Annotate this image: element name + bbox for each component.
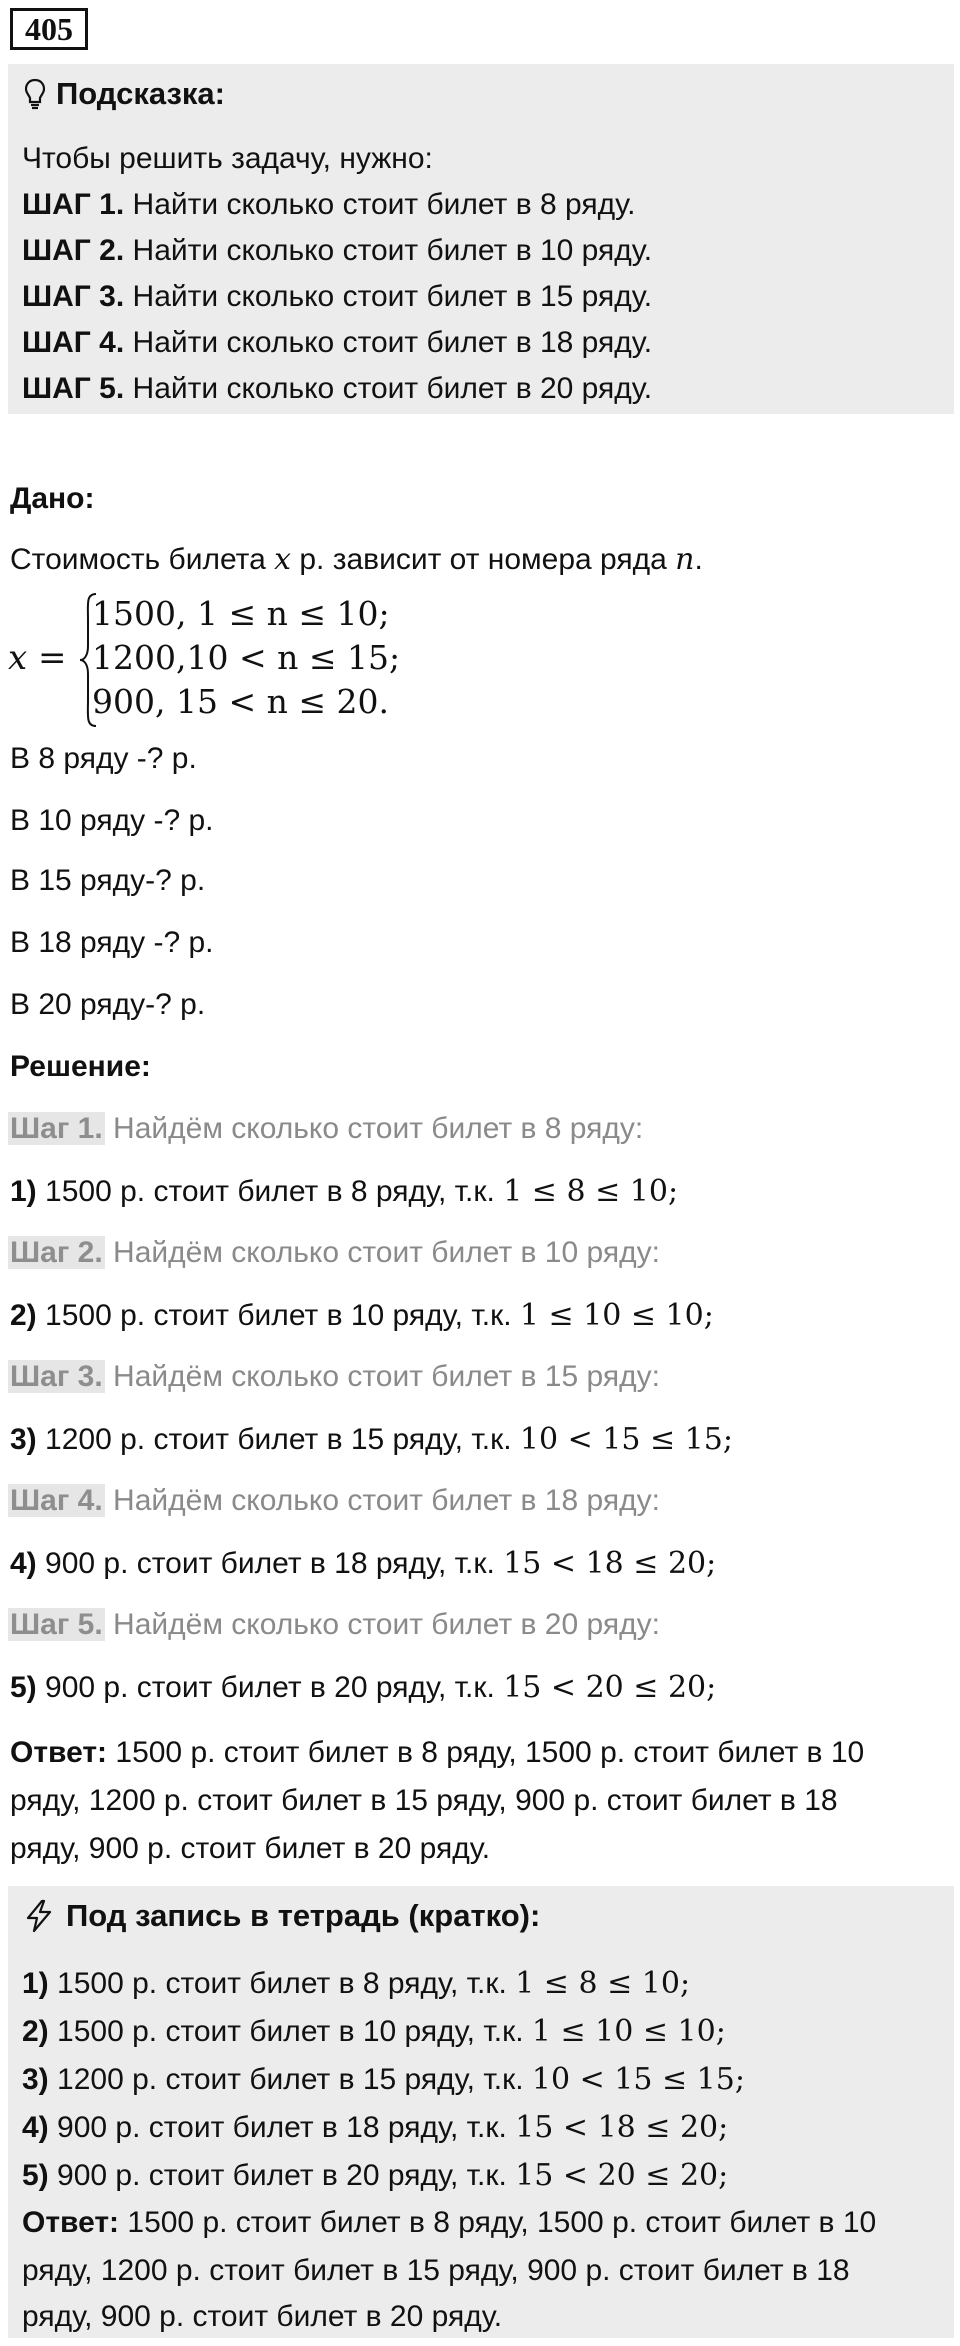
var-n: n [675, 542, 695, 577]
hint-step [22, 280, 652, 314]
item-number: 5) [22, 2159, 49, 2192]
result-math: 15 < 18 ≤ 20; [503, 1546, 717, 1581]
result-text: 1500 р. стоит билет в 8 ряду, т.к. [36, 1175, 504, 1208]
question-item: В 15 ряду-? р. [10, 864, 206, 897]
step-text: Найдём сколько стоит билет в 18 ряду: [104, 1484, 660, 1517]
task-number: 405 [10, 8, 88, 50]
piecewise-system [8, 590, 428, 730]
notebook-item [22, 2110, 728, 2145]
lightbulb-icon [24, 78, 46, 110]
item-text: 1500 р. стоит билет в 10 ряду, т.к. [48, 2015, 532, 2048]
step-text: Найдём сколько стоит билет в 15 ряду: [104, 1360, 660, 1393]
item-math: 15 < 18 ≤ 20; [515, 2110, 729, 2145]
answer-line [10, 1736, 864, 1770]
hint-step-text: Найти сколько стоит билет в 18 ряду. [124, 326, 653, 359]
notebook-item [22, 2014, 726, 2049]
hint-step-text: Найти сколько стоит билет в 8 ряду. [124, 188, 636, 221]
answer-text: 1500 р. стоит билет в 8 ряду, 1500 р. стоит билет в 10 [119, 2206, 877, 2239]
notebook-item [22, 2158, 728, 2193]
condition-text: Стоимость билета [10, 543, 275, 576]
result-number: 1) [10, 1175, 37, 1208]
solution-title: Решение: [10, 1050, 151, 1083]
condition-text: . [694, 543, 703, 576]
hint-step [22, 234, 652, 268]
solution-step-header [8, 1112, 643, 1146]
solution-step-result [10, 1422, 733, 1457]
var-x: x [274, 542, 292, 577]
result-text: 900 р. стоит билет в 18 ряду, т.к. [36, 1547, 504, 1580]
step-label: Шаг 4. [10, 1484, 103, 1517]
item-number: 3) [22, 2063, 49, 2096]
hint-header [24, 76, 225, 112]
step-label: Шаг 2. [10, 1236, 103, 1269]
notebook-title: Под запись в тетрадь (кратко): [66, 1898, 541, 1933]
result-number: 5) [10, 1671, 37, 1704]
result-math: 10 < 15 ≤ 15; [519, 1422, 733, 1457]
notebook-header [22, 1898, 540, 1934]
system-row: 900, 15 < n ≤ 20. [92, 682, 389, 721]
given-condition [10, 542, 703, 577]
result-math: 15 < 20 ≤ 20; [503, 1670, 717, 1705]
hint-step-label: ШАГ 4. [22, 326, 125, 359]
result-text: 1200 р. стоит билет в 15 ряду, т.к. [36, 1423, 520, 1456]
item-math: 10 < 15 ≤ 15; [531, 2062, 745, 2097]
hint-step-text: Найти сколько стоит билет в 10 ряду. [124, 234, 653, 267]
notebook-answer-line: ряду, 900 р. стоит билет в 20 ряду. [22, 2300, 503, 2333]
system-lhs: x = [8, 638, 67, 678]
solution-step-header [8, 1360, 660, 1394]
answer-text: 1500 р. стоит билет в 8 ряду, 1500 р. стоит билет в 10 [107, 1736, 865, 1769]
question-item: В 10 ряду -? р. [10, 804, 214, 837]
item-number: 4) [22, 2111, 49, 2144]
hint-step-label: ШАГ 2. [22, 234, 125, 267]
solution-step-header [8, 1236, 660, 1270]
notebook-answer-line: ряду, 1200 р. стоит билет в 15 ряду, 900 р. стоит билет в 18 [22, 2254, 850, 2287]
hint-step-label: ШАГ 5. [22, 372, 125, 405]
result-text: 1500 р. стоит билет в 10 ряду, т.к. [36, 1299, 520, 1332]
item-text: 900 р. стоит билет в 18 ряду, т.к. [48, 2111, 516, 2144]
solution-step-result [10, 1546, 716, 1581]
step-label: Шаг 1. [10, 1112, 103, 1145]
question-item: В 18 ряду -? р. [10, 926, 214, 959]
result-number: 4) [10, 1547, 37, 1580]
lightning-icon [22, 1899, 56, 1933]
hint-step-text: Найти сколько стоит билет в 15 ряду. [124, 280, 653, 313]
result-number: 2) [10, 1299, 37, 1332]
item-text: 900 р. стоит билет в 20 ряду, т.к. [48, 2159, 516, 2192]
step-text: Найдём сколько стоит билет в 8 ряду: [104, 1112, 644, 1145]
solution-step-header [8, 1484, 660, 1518]
condition-text: р. зависит от номера ряда [291, 543, 676, 576]
hint-step-text: Найти сколько стоит билет в 20 ряду. [124, 372, 653, 405]
solution-step-result [10, 1298, 714, 1333]
hint-step [22, 372, 652, 406]
notebook-item [22, 2062, 745, 2097]
system-row: 1500, 1 ≤ n ≤ 10; [92, 594, 390, 633]
solution-step-header [8, 1608, 660, 1642]
item-math: 15 < 20 ≤ 20; [515, 2158, 729, 2193]
answer-label: Ответ: [10, 1736, 108, 1769]
item-text: 1500 р. стоит билет в 8 ряду, т.к. [48, 1967, 516, 2000]
step-label: Шаг 3. [10, 1360, 103, 1393]
step-text: Найдём сколько стоит билет в 10 ряду: [104, 1236, 660, 1269]
item-number: 1) [22, 1967, 49, 2000]
system-row: 1200,10 < n ≤ 15; [92, 638, 401, 677]
hint-step [22, 326, 652, 360]
item-math: 1 ≤ 8 ≤ 10; [515, 1966, 691, 2001]
answer-line: ряду, 1200 р. стоит билет в 15 ряду, 900 р. стоит билет в 18 [10, 1784, 838, 1817]
result-number: 3) [10, 1423, 37, 1456]
step-text: Найдём сколько стоит билет в 20 ряду: [104, 1608, 660, 1641]
answer-line: ряду, 900 р. стоит билет в 20 ряду. [10, 1832, 491, 1865]
hint-step-label: ШАГ 1. [22, 188, 125, 221]
hint-intro: Чтобы решить задачу, нужно: [22, 142, 433, 175]
result-math: 1 ≤ 10 ≤ 10; [519, 1298, 714, 1333]
hint-step-label: ШАГ 3. [22, 280, 125, 313]
step-label: Шаг 5. [10, 1608, 103, 1641]
result-text: 900 р. стоит билет в 20 ряду, т.к. [36, 1671, 504, 1704]
hint-title: Подсказка: [56, 76, 225, 111]
solution-step-result [10, 1174, 678, 1209]
item-math: 1 ≤ 10 ≤ 10; [531, 2014, 726, 2049]
result-math: 1 ≤ 8 ≤ 10; [503, 1174, 679, 1209]
question-item: В 20 ряду-? р. [10, 988, 206, 1021]
answer-label: Ответ: [22, 2206, 120, 2239]
notebook-answer-line [22, 2206, 876, 2240]
hint-step [22, 188, 635, 222]
item-text: 1200 р. стоит билет в 15 ряду, т.к. [48, 2063, 532, 2096]
question-item: В 8 ряду -? р. [10, 742, 197, 775]
item-number: 2) [22, 2015, 49, 2048]
given-title: Дано: [10, 482, 95, 515]
solution-step-result [10, 1670, 716, 1705]
notebook-item [22, 1966, 690, 2001]
